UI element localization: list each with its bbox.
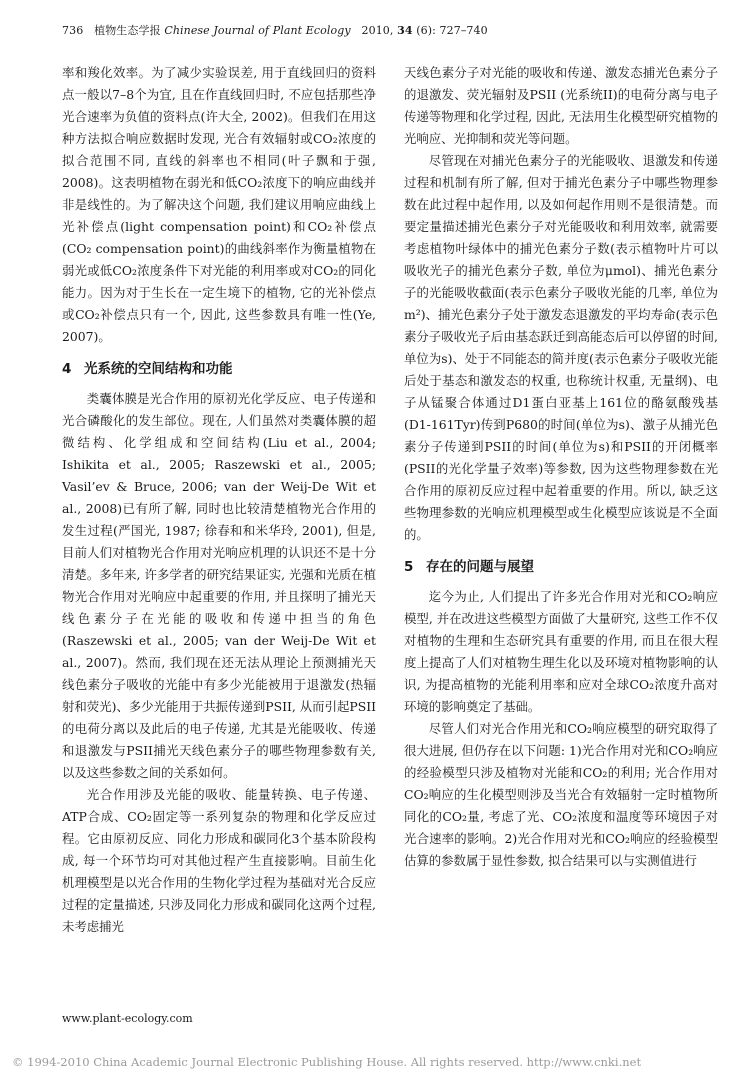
section-heading-4 (62, 358, 376, 380)
journal-year: 2010, (361, 24, 394, 37)
journal-issue-pages: (6): 727–740 (416, 24, 488, 37)
section-heading-5 (404, 556, 718, 578)
journal-name-en: Chinese Journal of Plant Ecology (164, 24, 351, 37)
paragraph: 尽管人们对光合作用光和CO₂响应模型的研究取得了很大进展, 但仍存在以下问题: 1)光合作用对光和CO₂响应的经验模型只涉及植物对光能和CO₂的利用; 光合作用对CO₂响应的生化模型则涉及当光合有效辐射一定时植物所同化的CO₂量, 考虑了光、CO₂浓度和温度等环境因子对光合速率的影响。2)光合作用对光和CO₂响应的经验模型估算的参数属于显性参数, 拟合结果可以与实测值进行 (404, 721, 718, 868)
journal-name-cn: 植物生态学报 (94, 24, 161, 37)
copyright-notice: © 1994-2010 China Academic Journal Electronic Publishing House. All rights reserved. http://www.cnki.net (12, 1055, 642, 1069)
left-column (62, 62, 376, 938)
right-column (404, 62, 718, 872)
paragraph: 类囊体膜是光合作用的原初光化学反应、电子传递和光合磷酸化的发生部位。现在, 人们虽然对类囊体膜的超微结构、化学组成和空间结构(Liu et al., 2004; Ishikita et al., 2005; Raszewski et al., 2005; Vasil’ev & Bruce, 2006; van der Weij-De Wit et al., 2008)已有所了解, 同时也比较清楚植物光合作用的发生过程(严国光, 1987; 徐春和和米华玲, 2001), 但是, 目前人们对植物光合作用对光响应机理的认识还不是十分清楚。多年来, 许多学者的研究结果证实, 光强和光质在植物光合作用对光响应中起重要的作用, 并且探明了捕光天线色素分子在光能的吸收和传递中担当的角色(Raszewski et al., 2005; van der Weij-De Wit et al., 2007)。然而, 我们现在还无法从理论上预测捕光天线色素分子吸收的光能中有多少光能被用于退激发(热辐射和荧光)、多少光能用于共振传递到PSII, 从而引起PSII的电荷分离以及此后的电子传递, 尤其是光能吸收、传递和退激发与PSII捕光天线色素分子的哪些物理参数有关, 以及这些参数之间的关系如何。 (62, 391, 376, 780)
page-number: 736 (62, 24, 84, 37)
paragraph: 尽管现在对捕光色素分子的光能吸收、退激发和传递过程和机制有所了解, 但对于捕光色素分子中哪些物理参数在此过程中起作用, 以及如何起作用则不是很清楚。而要定量描述捕光色素分子对光能吸收和利用效率, 就需要考虑植物叶绿体中的捕光色素分子数(表示植物叶片可以吸收光子的捕光色素分子数, 单位为μmol)、捕光色素分子的光能吸收截面(表示色素分子吸收光能的几率, 单位为m²)、捕光色素分子处于激发态退激发的平均寿命(表示色素分子吸收光子后由基态跃迁到高能态后可以停留的时间, 单位为s)、处于不同能态的简并度(表示色素分子吸收光能后处于基态和激发态的权重, 也称统计权重, 无量纲)、电子从锰聚合体通过D1蛋白亚基上161位的酪氨酸残基(D1-161Tyr)传到P680的时间(单位为s)、激子从捕光色素分子传递到PSII的时间(单位为s)和PSII的开闭概率(PSII的光化学量子效率)等参数, 因为这些物理参数在光合作用的原初反应过程中起着重要的作用。所以, 缺乏这些物理参数的光响应机理模型或生化模型应该说是不全面的。 (404, 153, 718, 542)
section-number: 4 (62, 361, 72, 377)
section-number: 5 (404, 559, 414, 575)
running-header (62, 22, 488, 38)
paragraph: 天线色素分子对光能的吸收和传递、激发态捕光色素分子的退激发、荧光辐射及PSII (光系统II)的电荷分离与电子传递等物理和化学过程, 因此, 无法用生化模型研究植物的光响应、光抑制和荧光等问题。 (404, 65, 718, 146)
footer-url: www.plant-ecology.com (62, 1012, 193, 1025)
paragraph: 率和羧化效率。为了减少实验误差, 用于直线回归的资料点一般以7–8个为宜, 且在作直线回归时, 不应包括那些净光合速率为负值的资料点(许大全, 2002)。但我们在用这种方法拟合响应数据时发现, 光合有效辐射或CO₂浓度的拟合范围不同, 直线的斜率也不相同(叶子飘和于强, 2008)。这表明植物在弱光和低CO₂浓度下的响应曲线并非是线性的。为了解决这个问题, 我们建议用响应曲线上光补偿点(light compensation point)和CO₂补偿点(CO₂ compensation point)的曲线斜率作为衡量植物在弱光或低CO₂浓度条件下对光能的利用率或对CO₂的同化能力。因为对于生长在一定生境下的植物, 它的光补偿点或CO₂补偿点只有一个, 因此, 这些参数具有唯一性(Ye, 2007)。 (62, 65, 376, 344)
section-title: 光系统的空间结构和功能 (84, 361, 233, 377)
paragraph: 迄今为止, 人们提出了许多光合作用对光和CO₂响应模型, 并在改进这些模型方面做了大量研究, 这些工作不仅对植物的生理和生态研究具有重要的作用, 而且在很大程度上提高了人们对植物生理生化以及环境对植物影响的认识, 为提高植物的光能利用率和应对全球CO₂浓度升高对环境的影响奠定了基础。 (404, 589, 718, 714)
section-title: 存在的问题与展望 (426, 559, 534, 575)
paragraph: 光合作用涉及光能的吸收、能量转换、电子传递、ATP合成、CO₂固定等一系列复杂的物理和化学反应过程。它由原初反应、同化力形成和碳同化3个基本阶段构成, 每一个环节均可对其他过程产生直接影响。目前生化机理模型是以光合作用的生物化学过程为基础对光合反应过程的定量描述, 只涉及同化力形成和碳同化这两个过程, 未考虑捕光 (62, 787, 376, 934)
journal-volume: 34 (397, 24, 413, 37)
